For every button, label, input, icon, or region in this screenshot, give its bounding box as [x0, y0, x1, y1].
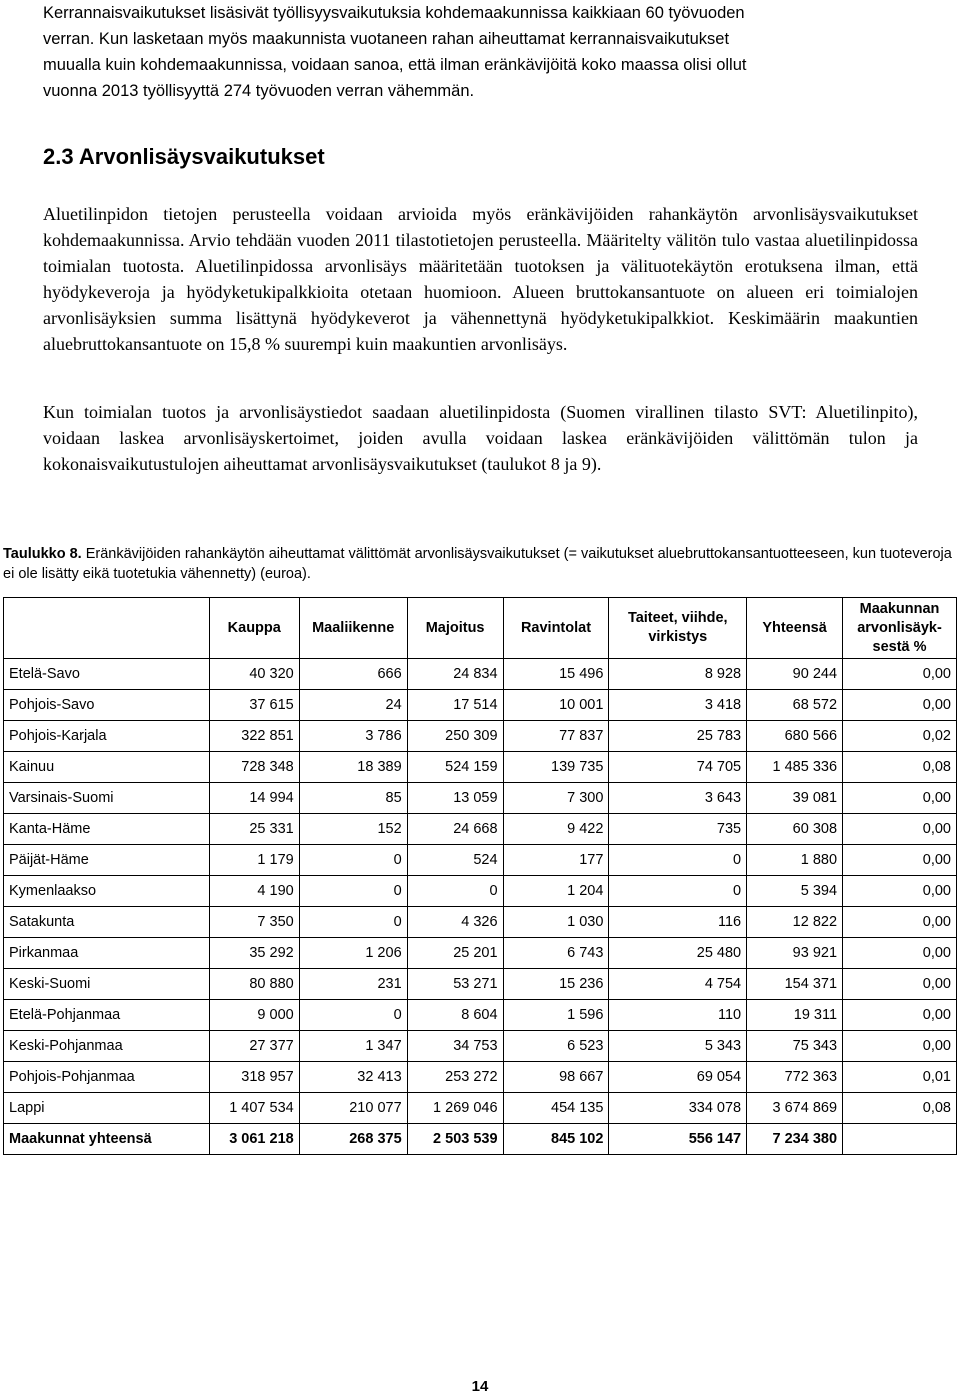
- value-cell: 4 190: [209, 876, 299, 907]
- section-heading: 2.3 Arvonlisäysvaikutukset: [43, 144, 325, 169]
- value-cell: 0,00: [843, 969, 957, 1000]
- table-row: [4, 845, 957, 876]
- value-cell: 1 030: [503, 907, 609, 938]
- value-cell: 4 326: [407, 907, 503, 938]
- value-cell: 524 159: [407, 752, 503, 783]
- intro-line: muualla kuin kohdemaakunnissa, voidaan sanoa, että ilman eränkävijöitä koko maassa olisi ollut: [43, 56, 747, 74]
- value-cell: 0: [299, 876, 407, 907]
- region-name-cell: Keski-Suomi: [4, 969, 210, 1000]
- value-cell: 152: [299, 814, 407, 845]
- value-cell: 85: [299, 783, 407, 814]
- value-cell: 7 234 380: [747, 1124, 843, 1155]
- value-cell: 1 347: [299, 1031, 407, 1062]
- value-cell: 0: [407, 876, 503, 907]
- region-name-cell: Varsinais-Suomi: [4, 783, 210, 814]
- table-caption-text: Eränkävijöiden rahankäytön aiheuttamat välittömät arvonlisäysvaikutukset (= vaikutukset aluebruttokansantuotteeseen, kun tuoteveroja ei ole lisätty eikä tuotetukia vähennetty) (euroa).: [3, 546, 952, 582]
- value-cell: 728 348: [209, 752, 299, 783]
- value-cell: 3 786: [299, 721, 407, 752]
- value-cell: 268 375: [299, 1124, 407, 1155]
- value-cell: 6 743: [503, 938, 609, 969]
- value-cell: 0,00: [843, 814, 957, 845]
- column-header: Taiteet, viihde, virkistys: [609, 598, 747, 659]
- value-cell: 27 377: [209, 1031, 299, 1062]
- value-cell: 177: [503, 845, 609, 876]
- value-cell: 772 363: [747, 1062, 843, 1093]
- value-cell: 154 371: [747, 969, 843, 1000]
- value-cell: 0: [299, 845, 407, 876]
- value-cell: 98 667: [503, 1062, 609, 1093]
- value-cell: 5 343: [609, 1031, 747, 1062]
- value-cell: 34 753: [407, 1031, 503, 1062]
- value-cell: 322 851: [209, 721, 299, 752]
- value-cell: 3 643: [609, 783, 747, 814]
- value-cell: [843, 1124, 957, 1155]
- value-cell: 735: [609, 814, 747, 845]
- value-cell: 1 485 336: [747, 752, 843, 783]
- value-cell: 74 705: [609, 752, 747, 783]
- table-row: [4, 1000, 957, 1031]
- value-cell: 18 389: [299, 752, 407, 783]
- page-number: 14: [471, 1378, 489, 1395]
- value-cell: 318 957: [209, 1062, 299, 1093]
- value-cell: 0: [299, 907, 407, 938]
- value-cell: 1 206: [299, 938, 407, 969]
- value-cell: 0,00: [843, 845, 957, 876]
- value-cell: 334 078: [609, 1093, 747, 1124]
- value-cell: 556 147: [609, 1124, 747, 1155]
- value-cell: 0,00: [843, 876, 957, 907]
- value-cell: 0,00: [843, 907, 957, 938]
- value-cell: 15 496: [503, 659, 609, 690]
- intro-line: vuonna 2013 työllisyyttä 274 työvuoden verran vähemmän.: [43, 82, 475, 100]
- value-cell: 0,00: [843, 659, 957, 690]
- value-cell: 9 000: [209, 1000, 299, 1031]
- region-name-cell: Kanta-Häme: [4, 814, 210, 845]
- value-cell: 7 300: [503, 783, 609, 814]
- value-cell: 77 837: [503, 721, 609, 752]
- region-name-cell: Pohjois-Karjala: [4, 721, 210, 752]
- value-cell: 5 394: [747, 876, 843, 907]
- value-cell: 90 244: [747, 659, 843, 690]
- column-header: [4, 598, 210, 659]
- value-cell: 0: [609, 845, 747, 876]
- value-cell: 1 407 534: [209, 1093, 299, 1124]
- value-cell: 15 236: [503, 969, 609, 1000]
- table-caption-label: Taulukko 8.: [3, 546, 82, 562]
- value-cell: 1 880: [747, 845, 843, 876]
- value-cell: 0,00: [843, 1000, 957, 1031]
- paragraph-1: Aluetilinpidon tietojen perusteella voidaan arvioida myös eränkävijöiden rahankäytön arvonlisäysvaikutukset kohdemaakunnissa. Arvio tehdään vuoden 2011 tilastotietojen perusteella. Määritelty välitön tulo vastaa aluetilinpidossa toimialan tuotosta. Aluetilinpidossa arvonlisäys määritetään tuotoksen ja välituotekäytön erotuksena ilman, että hyödykeveroja ja hyödyketukipalkkioita otetaan huomioon. Alueen bruttokansantuote on alueen eri toimialojen arvonlisäyksien summa lisättynä hyödykeverot ja vähennettynä hyödyketukipalkkiot. Keskimäärin maakuntien aluebruttokansantuote on 15,8 % suurempi kuin maakuntien arvonlisäys.: [43, 204, 918, 354]
- value-cell: 25 480: [609, 938, 747, 969]
- value-cell: 139 735: [503, 752, 609, 783]
- table-row: [4, 659, 957, 690]
- value-added-table: [3, 597, 957, 1155]
- value-cell: 3 418: [609, 690, 747, 721]
- value-cell: 37 615: [209, 690, 299, 721]
- value-cell: 680 566: [747, 721, 843, 752]
- value-cell: 14 994: [209, 783, 299, 814]
- table-row: [4, 1062, 957, 1093]
- value-cell: 3 674 869: [747, 1093, 843, 1124]
- table-row: [4, 814, 957, 845]
- table-header-row: [4, 598, 957, 659]
- region-name-cell: Päijät-Häme: [4, 845, 210, 876]
- table-caption: [3, 544, 953, 584]
- value-cell: 6 523: [503, 1031, 609, 1062]
- value-cell: 40 320: [209, 659, 299, 690]
- value-cell: 69 054: [609, 1062, 747, 1093]
- value-cell: 210 077: [299, 1093, 407, 1124]
- region-name-cell: Lappi: [4, 1093, 210, 1124]
- region-name-cell: Pirkanmaa: [4, 938, 210, 969]
- column-header: Maaliikenne: [299, 598, 407, 659]
- column-header: Majoitus: [407, 598, 503, 659]
- table-row: [4, 752, 957, 783]
- table-row: [4, 783, 957, 814]
- table-row: [4, 938, 957, 969]
- value-cell: 24 668: [407, 814, 503, 845]
- region-name-cell: Etelä-Savo: [4, 659, 210, 690]
- value-cell: 93 921: [747, 938, 843, 969]
- column-header: Ravintolat: [503, 598, 609, 659]
- value-cell: 24 834: [407, 659, 503, 690]
- table-total-row: [4, 1124, 957, 1155]
- value-cell: 0,00: [843, 1031, 957, 1062]
- value-cell: 53 271: [407, 969, 503, 1000]
- value-cell: 1 596: [503, 1000, 609, 1031]
- value-cell: 7 350: [209, 907, 299, 938]
- value-cell: 0: [299, 1000, 407, 1031]
- value-cell: 231: [299, 969, 407, 1000]
- value-cell: 0,00: [843, 783, 957, 814]
- value-cell: 4 754: [609, 969, 747, 1000]
- value-cell: 75 343: [747, 1031, 843, 1062]
- region-name-cell: Pohjois-Savo: [4, 690, 210, 721]
- value-cell: 8 928: [609, 659, 747, 690]
- value-cell: 250 309: [407, 721, 503, 752]
- value-cell: 0,01: [843, 1062, 957, 1093]
- region-name-cell: Pohjois-Pohjanmaa: [4, 1062, 210, 1093]
- table-row: [4, 876, 957, 907]
- value-cell: 2 503 539: [407, 1124, 503, 1155]
- value-cell: 1 269 046: [407, 1093, 503, 1124]
- value-cell: 0,08: [843, 752, 957, 783]
- paragraph-2: Kun toimialan tuotos ja arvonlisäystiedot saadaan aluetilinpidosta (Suomen virallinen tilasto SVT: Aluetilinpito), voidaan laskea arvonlisäyskertoimet, joiden avulla voidaan laskea eränkävijöiden välittömän tulon ja kokonaisvaikutustulojen aiheuttamat arvonlisäysvaikutukset (taulukot 8 ja 9).: [43, 402, 918, 474]
- value-cell: 116: [609, 907, 747, 938]
- value-cell: 12 822: [747, 907, 843, 938]
- table-body: [4, 659, 957, 1155]
- table-row: [4, 1031, 957, 1062]
- table-row: [4, 721, 957, 752]
- value-cell: 1 179: [209, 845, 299, 876]
- value-cell: 60 308: [747, 814, 843, 845]
- table-row: [4, 690, 957, 721]
- table-row: [4, 1093, 957, 1124]
- region-name-cell: Maakunnat yhteensä: [4, 1124, 210, 1155]
- region-name-cell: Keski-Pohjanmaa: [4, 1031, 210, 1062]
- value-cell: 253 272: [407, 1062, 503, 1093]
- value-cell: 80 880: [209, 969, 299, 1000]
- value-cell: 0,02: [843, 721, 957, 752]
- region-name-cell: Kymenlaakso: [4, 876, 210, 907]
- value-cell: 845 102: [503, 1124, 609, 1155]
- value-cell: 666: [299, 659, 407, 690]
- value-cell: 0,00: [843, 690, 957, 721]
- value-cell: 17 514: [407, 690, 503, 721]
- value-cell: 13 059: [407, 783, 503, 814]
- value-cell: 24: [299, 690, 407, 721]
- value-cell: 10 001: [503, 690, 609, 721]
- value-cell: 25 783: [609, 721, 747, 752]
- intro-text: [43, 0, 918, 104]
- value-cell: 9 422: [503, 814, 609, 845]
- value-cell: 35 292: [209, 938, 299, 969]
- column-header: Yhteensä: [747, 598, 843, 659]
- intro-line: Kerrannaisvaikutukset lisäsivät työllisyysvaikutuksia kohdemaakunnissa kaikkiaan 60 työvuoden: [43, 4, 745, 22]
- value-cell: 19 311: [747, 1000, 843, 1031]
- value-cell: 110: [609, 1000, 747, 1031]
- value-cell: 8 604: [407, 1000, 503, 1031]
- table-row: [4, 907, 957, 938]
- value-cell: 39 081: [747, 783, 843, 814]
- region-name-cell: Kainuu: [4, 752, 210, 783]
- column-header: Maakunnan arvonlisäyksestä %: [843, 598, 957, 659]
- column-header: Kauppa: [209, 598, 299, 659]
- value-cell: 3 061 218: [209, 1124, 299, 1155]
- value-cell: 25 331: [209, 814, 299, 845]
- value-cell: 524: [407, 845, 503, 876]
- value-cell: 68 572: [747, 690, 843, 721]
- table-row: [4, 969, 957, 1000]
- value-cell: 454 135: [503, 1093, 609, 1124]
- value-cell: 32 413: [299, 1062, 407, 1093]
- value-cell: 0,00: [843, 938, 957, 969]
- value-cell: 1 204: [503, 876, 609, 907]
- region-name-cell: Etelä-Pohjanmaa: [4, 1000, 210, 1031]
- value-cell: 0: [609, 876, 747, 907]
- region-name-cell: Satakunta: [4, 907, 210, 938]
- intro-line: verran. Kun lasketaan myös maakunnista vuotaneen rahan aiheuttamat kerrannaisvaikutukset: [43, 30, 730, 48]
- value-cell: 0,08: [843, 1093, 957, 1124]
- value-cell: 25 201: [407, 938, 503, 969]
